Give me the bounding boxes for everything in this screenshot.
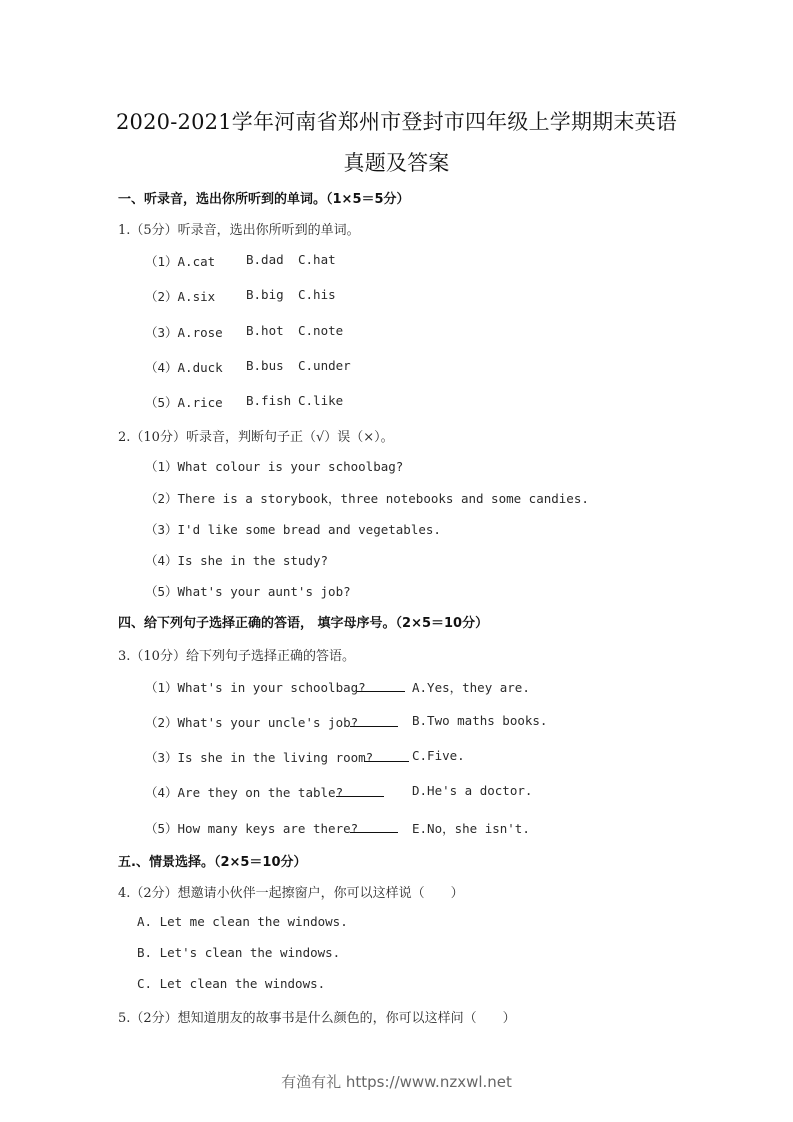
q3-answer-c: C.Five. xyxy=(412,748,465,763)
option-a: A.rice xyxy=(177,395,223,410)
q1-stem: 1.（5分）听录音，选出你所听到的单词。 xyxy=(118,223,360,238)
q3-answer-e: E.No，she isn't. xyxy=(412,821,530,836)
q2-sentence-3: （3）I'd like some bread and vegetables. xyxy=(145,522,441,537)
answer-blank-1[interactable] xyxy=(357,679,405,692)
question-text: （1）What's in your schoolbag? xyxy=(145,680,366,695)
q1-item-2-option-c: C.his xyxy=(298,287,336,302)
q2-sentence-4: （4）Is she in the study? xyxy=(145,553,329,568)
section1-heading: 一、听录音，选出你所听到的单词。（1×5＝5分） xyxy=(118,192,410,207)
q3-item-1 xyxy=(145,678,366,696)
option-a: A.six xyxy=(177,289,216,304)
item-number: （5） xyxy=(145,395,178,410)
option-a: A.rose xyxy=(177,325,223,340)
q1-item-2 xyxy=(145,287,215,305)
item-number: （4） xyxy=(145,360,178,375)
footer-watermark: 有渔有礼 https://www.nzxwl.net xyxy=(281,1073,512,1091)
question-text: （4）Are they on the table? xyxy=(145,785,344,800)
option-a: A.cat xyxy=(177,254,216,269)
q2-stem: 2.（10分）听录音，判断句子正（√）误（×）。 xyxy=(118,430,394,445)
q1-item-3-option-c: C.note xyxy=(298,323,344,338)
q1-item-5-option-b: B.fish xyxy=(246,393,292,408)
q1-item-1 xyxy=(145,252,215,270)
answer-blank-5[interactable] xyxy=(350,820,398,833)
item-number: （1） xyxy=(145,254,178,269)
question-text: （2）What's your uncle's job? xyxy=(145,715,359,730)
q4-option-c: C. Let clean the windows. xyxy=(137,976,326,991)
q4-option-b: B. Let's clean the windows. xyxy=(137,945,341,960)
answer-blank-2[interactable] xyxy=(350,714,398,727)
document-title-line2: 真题及答案 xyxy=(343,151,450,175)
q4-stem: 4.（2分）想邀请小伙伴一起擦窗户，你可以这样说（ ） xyxy=(118,886,464,901)
q3-item-4 xyxy=(145,783,343,801)
q1-item-5 xyxy=(145,393,223,411)
q3-item-3 xyxy=(145,748,373,766)
q1-item-4 xyxy=(145,358,223,376)
q3-answer-a: A.Yes，they are. xyxy=(412,680,530,695)
answer-blank-4[interactable] xyxy=(336,784,384,797)
q1-item-1-option-b: B.dad xyxy=(246,252,284,267)
q3-item-2 xyxy=(145,713,358,731)
option-a: A.duck xyxy=(177,360,223,375)
q3-stem: 3.（10分）给下列句子选择正确的答语。 xyxy=(118,649,355,664)
q1-item-2-option-b: B.big xyxy=(246,287,284,302)
q3-answer-d: D.He's a doctor. xyxy=(412,783,533,798)
q2-sentence-1: （1）What colour is your schoolbag? xyxy=(145,459,404,474)
q1-item-3 xyxy=(145,323,223,341)
document-title-line1: 2020-2021学年河南省郑州市登封市四年级上学期期末英语 xyxy=(116,110,677,134)
item-number: （3） xyxy=(145,325,178,340)
q1-item-5-option-c: C.like xyxy=(298,393,344,408)
item-number: （2） xyxy=(145,289,178,304)
question-text: （5）How many keys are there? xyxy=(145,821,359,836)
q2-sentence-5: （5）What's your aunt's job? xyxy=(145,584,351,599)
q3-item-5 xyxy=(145,819,358,837)
q1-item-1-option-c: C.hat xyxy=(298,252,336,267)
q4-option-a: A. Let me clean the windows. xyxy=(137,914,348,929)
section4-heading: 四、给下列句子选择正确的答语， 填字母序号。（2×5＝10分） xyxy=(118,616,489,631)
section5-heading: 五.、情景选择。（2×5＝10分） xyxy=(118,855,307,870)
q3-answer-b: B.Two maths books. xyxy=(412,713,548,728)
q1-item-4-option-b: B.bus xyxy=(246,358,284,373)
q1-item-4-option-c: C.under xyxy=(298,358,351,373)
q2-sentence-2: （2）There is a storybook，three notebooks and some candies. xyxy=(145,491,589,506)
question-text: （3）Is she in the living room? xyxy=(145,750,374,765)
q1-item-3-option-b: B.hot xyxy=(246,323,284,338)
q5-stem: 5.（2分）想知道朋友的故事书是什么颜色的，你可以这样问（ ） xyxy=(118,1011,516,1026)
answer-blank-3[interactable] xyxy=(364,749,409,762)
